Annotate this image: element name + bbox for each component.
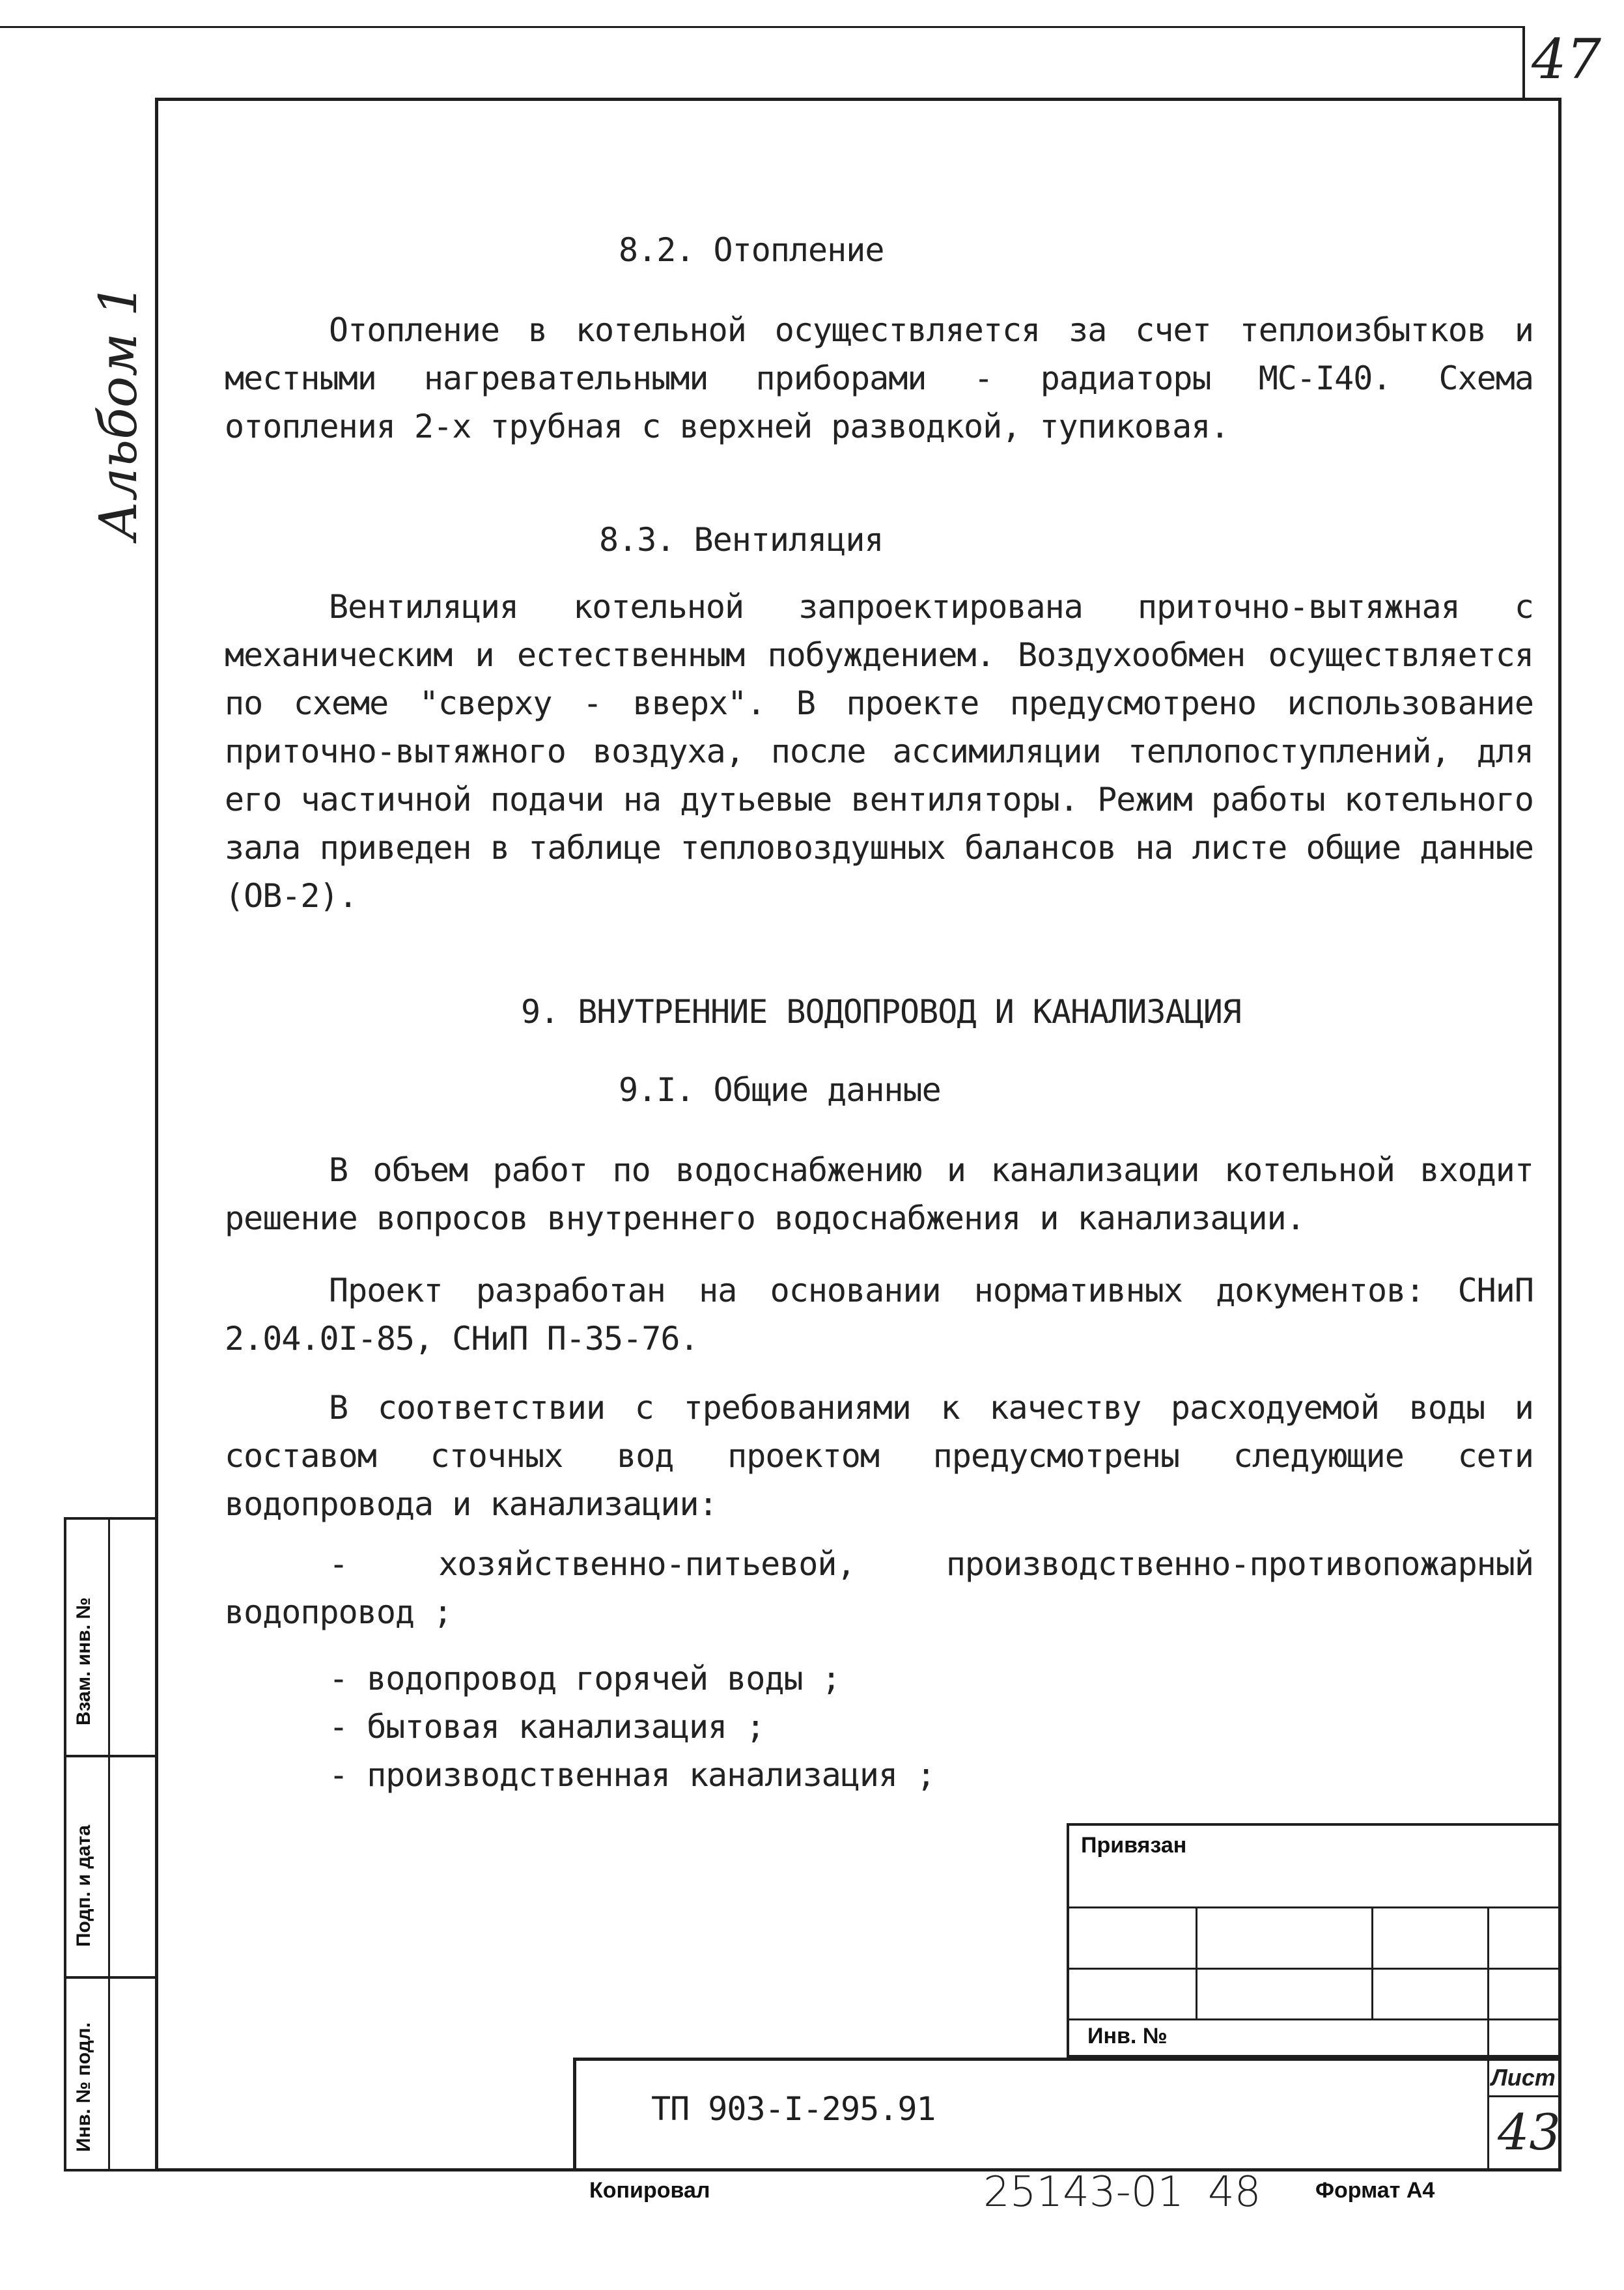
heading-ventilation: 8.3. Вентиляция <box>599 521 884 559</box>
format-label: Формат А4 <box>1315 2178 1435 2203</box>
side-stamp-divider-1 <box>64 1755 155 1757</box>
list-item: - хозяйственно-питьевой, производственно-противопожарный водопровод ; <box>225 1545 1533 1631</box>
page-number-top: 47 <box>1532 27 1601 91</box>
side-stamp-divider-2 <box>64 1976 155 1979</box>
sheet-label: Лист <box>1491 2064 1556 2091</box>
heading-heating: 8.2. Отопление <box>619 231 884 269</box>
water-text-2: Проект разработан на основании нормативных документов: СНиП 2.04.0I-85, СНиП П-35-76. <box>225 1272 1533 1358</box>
order-suffix: 48 <box>1208 2168 1261 2216</box>
water-text-1: В объем работ по водоснабжению и канализации котельной входит решение вопросов внутреннего водоснабжения и канализации. <box>225 1151 1533 1237</box>
inv-no-label: Инв. № <box>1087 2024 1168 2048</box>
paragraph-water-2 <box>225 1266 1533 1363</box>
order-number: 25143-01 <box>983 2168 1184 2216</box>
top-rule <box>0 26 1524 28</box>
stamp-col-line-1 <box>1196 1906 1197 2018</box>
copied-label: Копировал <box>589 2178 710 2203</box>
list-item: - водопровод горячей воды ; <box>329 1660 841 1697</box>
side-label-sign-date: Подп. и дата <box>73 1824 94 1947</box>
paragraph-heating <box>225 306 1533 451</box>
side-stamp-divider-v <box>108 1517 110 2171</box>
list-item: - бытовая канализация ; <box>329 1708 765 1746</box>
side-label-inv-replaced: Взам. инв. № <box>73 1597 94 1725</box>
paragraph-water-3 <box>225 1384 1533 1528</box>
ventilation-text: Вентиляция котельной запроектирована приточно-вытяжная с механическим и естественным побуждением. Воздухообмен осуществляется по схеме "сверху - вверх". В проекте предусмотрено использование приточно-вытяжного воздуха, после ассимиляции теплопоступлений, для его частичной подачи на дутьевые вентиляторы. Режим работы котельного зала приведен в таблице тепловоздушных балансов на листе общие данные (ОВ-2). <box>225 588 1533 915</box>
page-number-box-left <box>1522 26 1525 98</box>
list-item: - производственная канализация ; <box>329 1756 936 1794</box>
subheading-general-data: 9.I. Общие данные <box>619 1071 941 1109</box>
album-label: Альбом 1 <box>88 283 148 540</box>
sheet-number: 43 <box>1498 2103 1561 2161</box>
water-text-3: В соответствии с требованиями к качеству расходуемой воды и составом сточных вод проектом предусмотрены следующие сети водопровода и канализации: <box>225 1389 1533 1523</box>
document-code: ТП 903-I-295.91 <box>651 2090 936 2128</box>
water-network-list <box>225 1540 1533 1799</box>
heating-text: Отопление в котельной осуществляется за счет теплоизбытков и местными нагревательными приборами - радиаторы МС-I40. Схема отопления 2-х трубная с верхней разводкой, тупиковая. <box>225 311 1533 445</box>
sheet-cell-divider <box>1487 2058 1489 2171</box>
paragraph-water-1 <box>225 1146 1533 1242</box>
side-label-inv-original: Инв. № подл. <box>73 2022 94 2152</box>
attached-label: Привязан <box>1081 1833 1187 1858</box>
sheet-label-underline <box>1487 2095 1561 2097</box>
stamp-col-line-2 <box>1371 1906 1373 2018</box>
stamp-col-line-3 <box>1487 1906 1489 2058</box>
heading-water: 9. ВНУТРЕННИЕ ВОДОПРОВОД И КАНАЛИЗАЦИЯ <box>521 993 1241 1031</box>
paragraph-ventilation <box>225 583 1533 920</box>
